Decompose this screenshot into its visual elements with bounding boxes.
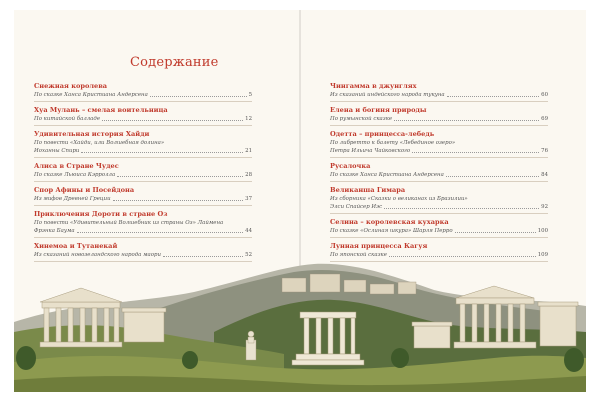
- book-spread: [14, 10, 586, 392]
- dot-leader: [389, 256, 536, 257]
- toc-entry-source: [34, 139, 252, 147]
- toc-page-number[interactable]: 5: [248, 92, 252, 98]
- toc-entry-title[interactable]: Алиса в Стране Чудес: [34, 162, 119, 170]
- toc-page-number[interactable]: 52: [245, 252, 252, 258]
- toc-entry-source-text: Фрэнка Баума: [34, 228, 75, 234]
- toc-entry[interactable]: [34, 106, 252, 126]
- entry-divider: [34, 181, 252, 182]
- toc-entry-title[interactable]: Приключения Дороти в стране Оз: [34, 210, 168, 218]
- dot-leader: [113, 200, 244, 201]
- toc-entry-source: [34, 219, 252, 227]
- toc-entry-source-text: По японской сказке: [330, 252, 387, 258]
- toc-entry-source-text: По либретто к балету «Лебединое озеро»: [330, 140, 456, 146]
- toc-entry-source-text: По сказке Ханса Кристиана Андерсена: [330, 172, 444, 178]
- entry-divider: [330, 237, 548, 238]
- entry-divider: [34, 237, 252, 238]
- toc-entry-source: [34, 251, 252, 259]
- entry-divider: [34, 157, 252, 158]
- toc-entry-source: [330, 171, 548, 179]
- toc-entry[interactable]: [34, 242, 252, 262]
- toc-entry[interactable]: [330, 82, 548, 102]
- entry-divider: [34, 101, 252, 102]
- toc-page-number[interactable]: 37: [245, 196, 252, 202]
- toc-entry-title[interactable]: Хуа Мулань – смелая воительница: [34, 106, 168, 114]
- toc-entry-title[interactable]: Одетта – принцесса-лебедь: [330, 130, 435, 138]
- toc-entry[interactable]: [330, 186, 548, 214]
- dot-leader: [455, 232, 536, 233]
- page-title: Содержание: [130, 55, 219, 70]
- acropolis-illustration: [14, 262, 586, 392]
- dot-leader: [446, 176, 539, 177]
- toc-entry[interactable]: [330, 242, 548, 262]
- toc-entry-title[interactable]: Удивительная история Хайди: [34, 130, 150, 138]
- toc-entry-source: [330, 203, 548, 211]
- toc-entry-source-text: Из сборника «Сказки о великанах из Бразилии»: [330, 196, 468, 202]
- entry-divider: [34, 205, 252, 206]
- dot-leader: [117, 176, 243, 177]
- toc-entry[interactable]: [330, 162, 548, 182]
- toc-entry-source: [330, 139, 548, 147]
- toc-entry[interactable]: [34, 162, 252, 182]
- toc-entry-source: [34, 91, 252, 99]
- toc-entry-source-text: По румынской сказке: [330, 116, 393, 122]
- toc-entry-source-text: Элси Спайсер Иэс: [330, 204, 383, 210]
- toc-entry-source-text: По сказке Ханса Кристиана Андерсена: [34, 92, 148, 98]
- dot-leader: [102, 120, 243, 121]
- toc-entry-source-text: По сказке Льюиса Кэрролла: [34, 172, 116, 178]
- toc-entry-source-text: По повести «Хайди, или Волшебная долина»: [34, 140, 165, 146]
- toc-entry-title[interactable]: Чингамма в джунглях: [330, 82, 417, 90]
- toc-entry-source-text: По китайской балладе: [34, 116, 101, 122]
- dot-leader: [384, 208, 539, 209]
- toc-page-number[interactable]: 100: [537, 228, 548, 234]
- toc-page-number[interactable]: 69: [541, 116, 548, 122]
- toc-page-number[interactable]: 76: [541, 148, 548, 154]
- toc-entry-source: [34, 227, 252, 235]
- toc-entry-source-text: Иоханны Спири: [34, 148, 80, 154]
- toc-entry[interactable]: [330, 130, 548, 158]
- dot-leader: [447, 96, 540, 97]
- entry-divider: [34, 125, 252, 126]
- entry-divider: [330, 181, 548, 182]
- toc-page-number[interactable]: 109: [537, 252, 548, 258]
- toc-page-number[interactable]: 21: [245, 148, 252, 154]
- toc-entry-source: [330, 227, 548, 235]
- toc-entry-source-text: Из сказаний индейского народа тукуна: [330, 92, 445, 98]
- toc-entry-source: [330, 195, 548, 203]
- toc-entry-source: [34, 195, 252, 203]
- toc-entry-title[interactable]: Елена и богиня природы: [330, 106, 427, 114]
- toc-page-number[interactable]: 44: [245, 228, 252, 234]
- toc-entry-title[interactable]: Русалочка: [330, 162, 371, 170]
- toc-entry-title[interactable]: Лунная принцесса Кагуя: [330, 242, 428, 250]
- entry-divider: [330, 157, 548, 158]
- toc-entry-source: [34, 115, 252, 123]
- toc-page-number[interactable]: 92: [541, 204, 548, 210]
- dot-leader: [412, 152, 539, 153]
- toc-entry-source: [330, 251, 548, 259]
- entry-divider: [330, 101, 548, 102]
- entry-divider: [330, 125, 548, 126]
- entry-divider: [330, 213, 548, 214]
- toc-entry[interactable]: [34, 210, 252, 238]
- toc-entry-source-text: Из сказаний новозеландского народа маори: [34, 252, 161, 258]
- toc-entry-source-text: Петра Ильича Чайковского: [330, 148, 411, 154]
- toc-entry-source-text: По повести «Удивительный Волшебник из страны Оз» Лаймена: [34, 220, 224, 226]
- toc-entry-source: [330, 147, 548, 155]
- toc-left-column: [34, 82, 252, 266]
- dot-leader: [394, 120, 539, 121]
- toc-page-number[interactable]: 84: [541, 172, 548, 178]
- dot-leader: [81, 152, 243, 153]
- toc-entry-source-text: По сказке «Ослиная шкура» Шарля Перро: [330, 228, 453, 234]
- dot-leader: [163, 256, 243, 257]
- toc-entry-title[interactable]: Селина – королевская кухарка: [330, 218, 449, 226]
- toc-entry-source-text: Из мифов Древней Греции: [34, 196, 111, 202]
- toc-entry-title[interactable]: Хинемоа и Тутанекай: [34, 242, 118, 250]
- toc-entry[interactable]: [330, 106, 548, 126]
- toc-entry[interactable]: [34, 130, 252, 158]
- toc-page-number[interactable]: 12: [245, 116, 252, 122]
- toc-entry-source: [34, 147, 252, 155]
- dot-leader: [150, 96, 247, 97]
- toc-entry-title[interactable]: Снежная королева: [34, 82, 108, 90]
- toc-entry-source: [330, 115, 548, 123]
- toc-page-number[interactable]: 28: [245, 172, 252, 178]
- toc-entry[interactable]: [34, 186, 252, 206]
- toc-entry-title[interactable]: Спор Афины и Посейдона: [34, 186, 135, 194]
- toc-entry[interactable]: [330, 218, 548, 238]
- toc-entry[interactable]: [34, 82, 252, 102]
- toc-entry-source: [34, 171, 252, 179]
- toc-entry-title[interactable]: Великанша Гимара: [330, 186, 406, 194]
- dot-leader: [77, 232, 244, 233]
- toc-entry-source: [330, 91, 548, 99]
- toc-right-column: [330, 82, 548, 266]
- toc-page-number[interactable]: 60: [541, 92, 548, 98]
